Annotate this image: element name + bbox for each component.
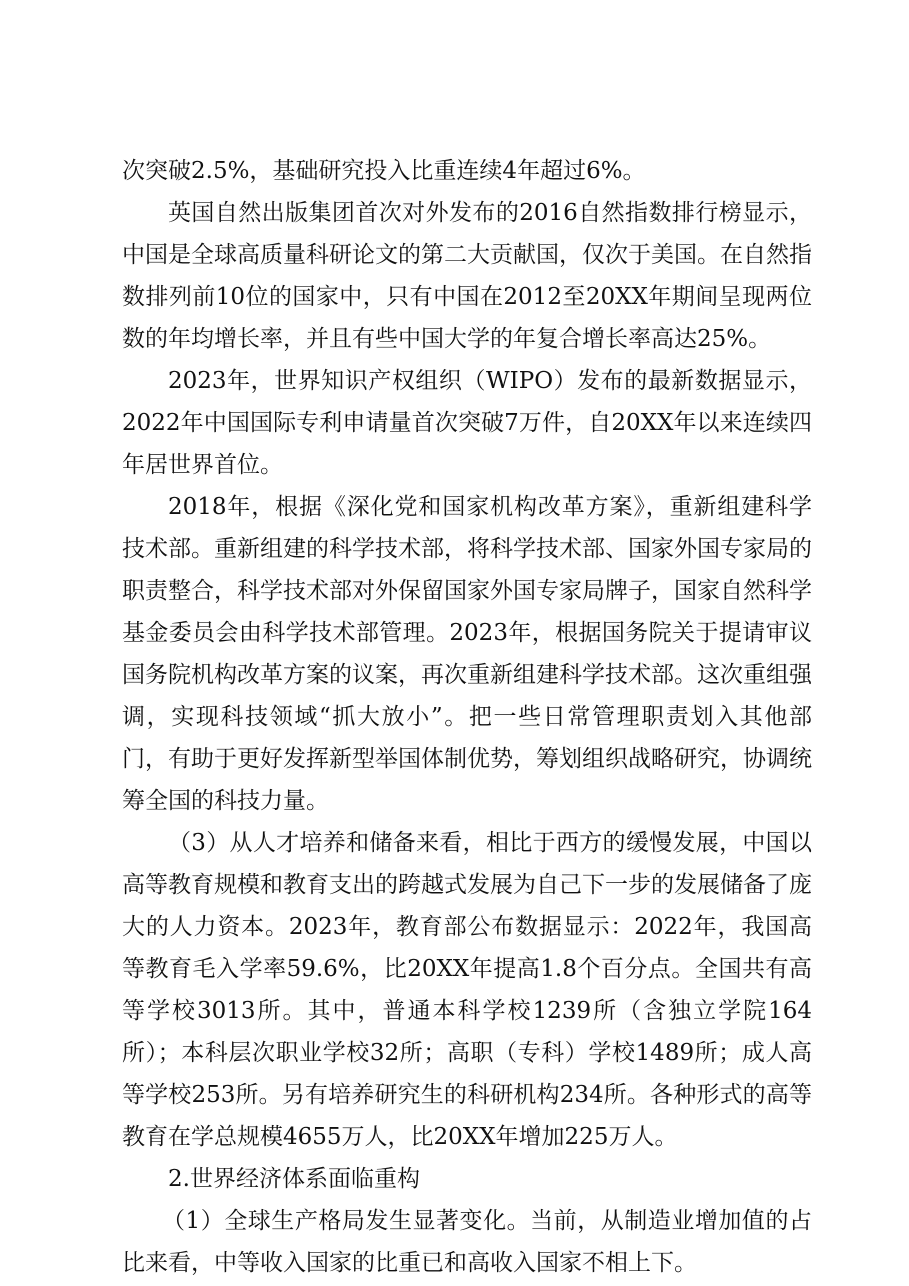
paragraph-talent-education: （3）从人才培养和储备来看，相比于西方的缓慢发展，中国以高等教育规模和教育支出的跨越式发展为自己下一步的发展储备了庞大的人力资本。2023年，教育部公布数据显示：2022年，我国高等教育毛入学率59.6%，比20XX年提高1.8个百分点。全国共有高等学校3013所。其中，普通本科学校1239所（含独立学院164所）；本科层次职业学校32所；高职（专科）学校1489所；成人高等学校253所。另有培养研究生的科研机构234所。各种形式的高等教育在学总规模4655万人，比20XX年增加225万人。 [122,830,812,1150]
section-heading: 2.世界经济体系面临重构 [168,1166,420,1192]
paragraph-nature-index: 英国自然出版集团首次对外发布的2016自然指数排行榜显示，中国是全球高质量科研论文的第二大贡献国，仅次于美国。在自然指数排列前10位的国家中，只有中国在2012至20XX年期间呈现两位数的年均增长率，并且有些中国大学的年复合增长率高达25%。 [122,200,812,352]
paragraph-global-production: （1）全球生产格局发生显著变化。当前，从制造业增加值的占比来看，中等收入国家的比重已和高收入国家不相上下。 [122,1208,812,1276]
document-body [122,150,812,1284]
paragraph-wipo-patents: 2023年，世界知识产权组织（WIPO）发布的最新数据显示，2022年中国国际专利申请量首次突破7万件，自20XX年以来连续四年居世界首位。 [122,368,812,478]
paragraph-continuation: 次突破2.5%，基础研究投入比重连续4年超过6%。 [122,158,646,184]
paragraph-ministry-reform: 2018年，根据《深化党和国家机构改革方案》，重新组建科学技术部。重新组建的科学技术部，将科学技术部、国家外国专家局的职责整合，科学技术部对外保留国家外国专家局牌子，国家自然科学基金委员会由科学技术部管理。2023年，根据国务院关于提请审议国务院机构改革方案的议案，再次重新组建科学技术部。这次重组强调，实现科技领域“抓大放小”。把一些日常管理职责划入其他部门，有助于更好发挥新型举国体制优势，筹划组织战略研究，协调统筹全国的科技力量。 [122,494,812,814]
